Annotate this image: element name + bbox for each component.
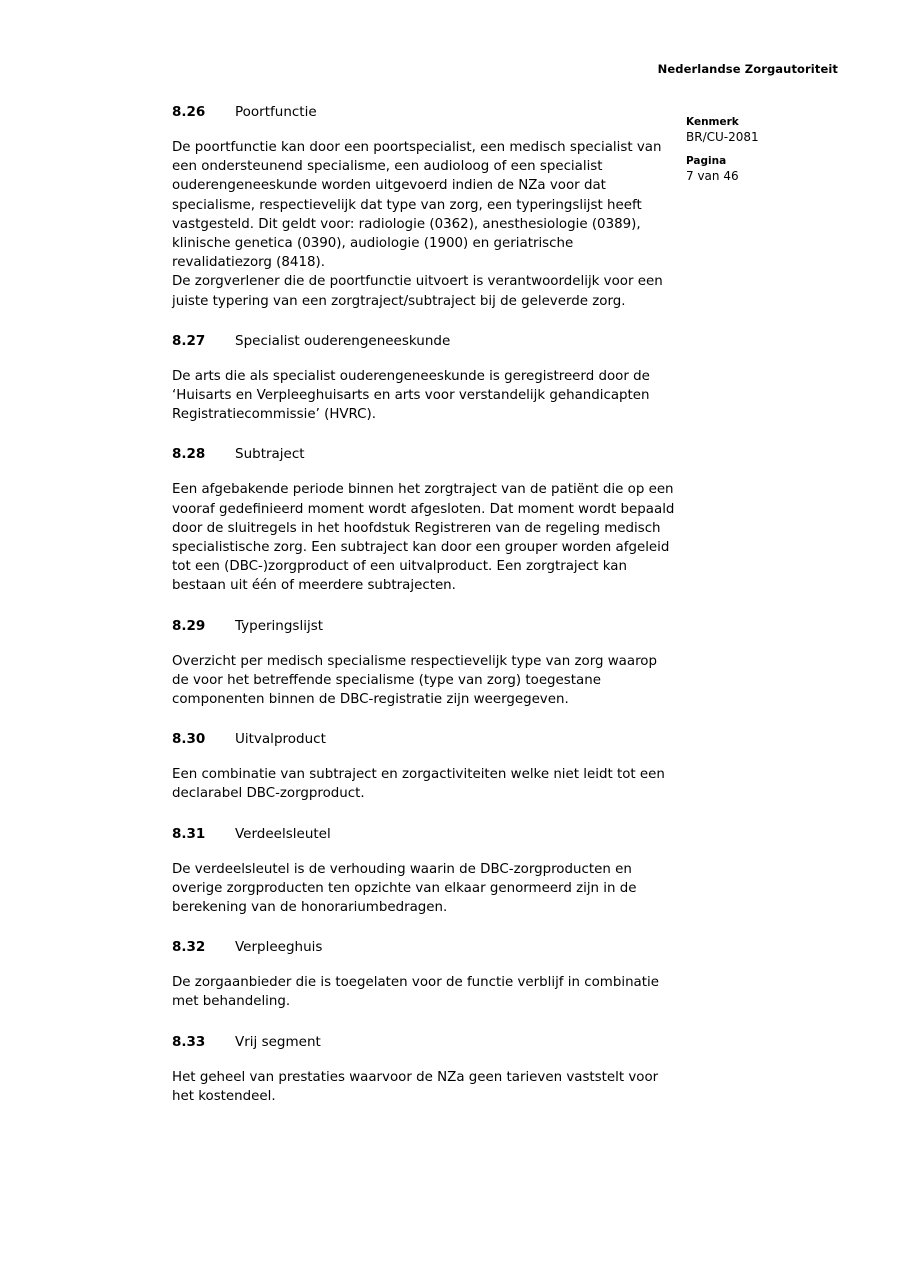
section-title: Specialist ouderengeneeskunde [235,332,451,349]
section-title: Vrij segment [235,1033,321,1050]
paragraph: De zorgverlener die de poortfunctie uitvoert is verantwoordelijk voor een juiste typering van een zorgtraject/subtraject bij de geleverde zorg. [172,274,663,309]
section-title: Poortfunctie [235,104,317,120]
section-heading [172,618,677,634]
section-number: 8.28 [172,446,206,463]
section-8-31 [172,826,677,918]
section-heading [172,104,677,120]
document-body [172,104,677,1128]
organisation-name: Nederlandse Zorgautoriteit [657,62,838,76]
section-title: Typeringslijst [235,617,324,634]
section-number: 8.32 [172,939,206,956]
section-8-28 [172,446,677,595]
pagina-value: 7 van 46 [686,169,739,183]
section-heading [172,731,677,747]
section-8-30 [172,731,677,803]
paragraph: De zorgaanbieder die is toegelaten voor de functie verblijf in combinatie met behandeling. [172,975,659,1010]
section-heading [172,826,677,842]
section-heading [172,1034,677,1050]
kenmerk-value: BR/CU-2081 [686,130,759,144]
kenmerk-label: Kenmerk [686,116,739,128]
section-8-27 [172,333,677,425]
section-8-29 [172,618,677,710]
paragraph: Een afgebakende periode binnen het zorgtraject van de patiënt die op een vooraf gedefinieerd moment wordt afgesloten. Dat moment wordt bepaald door de sluitregels in het hoofdstuk Registreren van de regeling medisch specialistische zorg. Een subtraject kan door een grouper worden afgeleid tot een (DBC-)zorgproduct of een uitvalproduct. Een zorgtraject kan bestaan uit één of meerdere subtrajecten. [172,482,675,594]
document-meta [686,115,856,184]
paragraph: Het geheel van prestaties waarvoor de NZa geen tarieven vaststelt voor het kostendeel. [172,1069,659,1104]
section-number: 8.30 [172,731,206,748]
section-8-33 [172,1034,677,1106]
section-8-32 [172,939,677,1011]
pagina-label: Pagina [686,155,727,167]
paragraph: Overzicht per medisch specialisme respectievelijk type van zorg waarop de voor het betreffende specialisme (type van zorg) toegestane componenten binnen de DBC-registratie zijn weergegeven. [172,653,657,708]
section-number: 8.29 [172,617,206,634]
section-number: 8.27 [172,332,206,349]
section-title: Verpleeghuis [235,939,323,956]
section-title: Subtraject [235,446,305,463]
paragraph: De arts die als specialist ouderengeneeskunde is geregistreerd door de ‘Huisarts en Verpleeghuisarts en arts voor verstandelijk gehandicapten Registratiecommissie’ (HVRC). [172,368,650,423]
section-number: 8.31 [172,825,206,842]
section-heading [172,446,677,462]
section-title: Verdeelsleutel [235,825,331,842]
paragraph: De verdeelsleutel is de verhouding waarin de DBC-zorgproducten en overige zorgproducten ten opzichte van elkaar genormeerd zijn in de berekening van de honorariumbedragen. [172,861,637,916]
section-number: 8.33 [172,1033,206,1050]
section-8-26 [172,104,677,311]
paragraph: De poortfunctie kan door een poortspecialist, een medisch specialist van een ondersteunend specialisme, een audioloog of een specialist ouderengeneeskunde worden uitgevoerd indien de NZa voor dat specialisme, respectievelijk dat type van zorg, een typeringslijst heeft vastgesteld. Dit geldt voor: radiologie (0362), anesthesiologie (0389), klinische genetica (0390), audiologie (1900) en geriatrische revalidatiezorg (8418). [172,140,662,271]
paragraph: Een combinatie van subtraject en zorgactiviteiten welke niet leidt tot een declarabel DBC-zorgproduct. [172,767,665,802]
section-heading [172,333,677,349]
section-heading [172,939,677,955]
section-title: Uitvalproduct [235,731,326,748]
section-number: 8.26 [172,104,206,120]
